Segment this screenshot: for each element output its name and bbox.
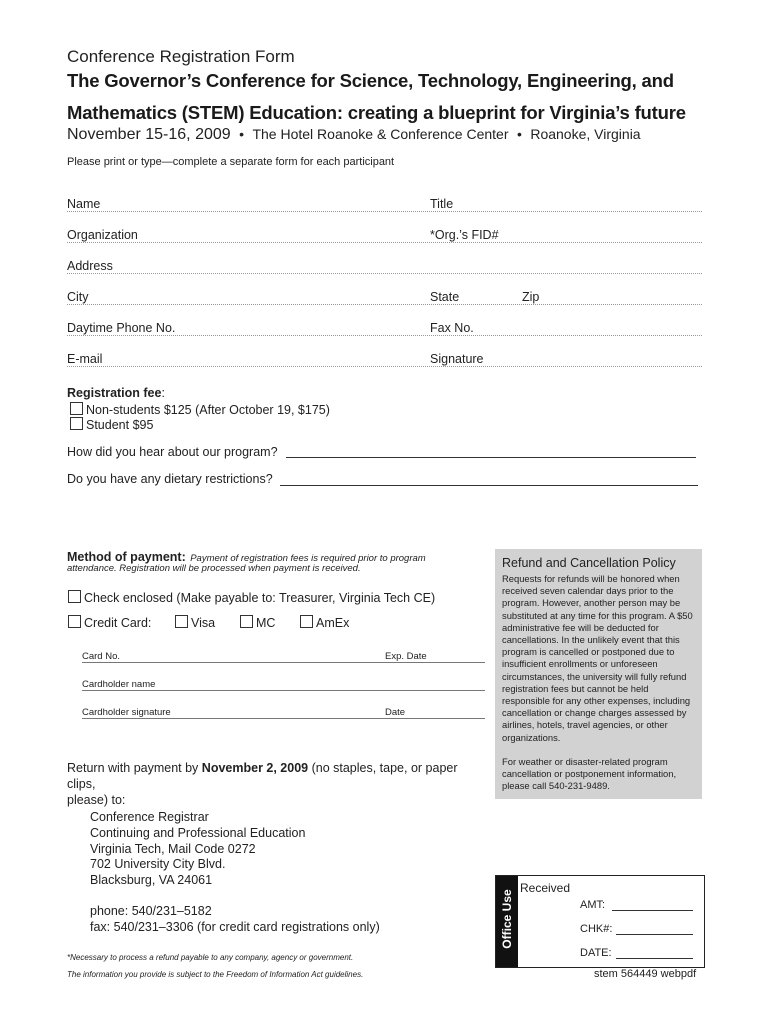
conference-title-line-1: The Governor’s Conference for Science, Technology, Engineering, and: [67, 70, 674, 91]
credit-card-option[interactable]: [68, 615, 151, 630]
office-use-band: [496, 876, 518, 967]
check-label: Check enclosed (Make payable to: Treasurer, Virginia Tech CE): [84, 591, 436, 605]
conference-city: Roanoke, Virginia: [530, 126, 641, 142]
received-label: Received: [520, 881, 571, 895]
phone-label: Daytime Phone No.: [67, 321, 176, 335]
student-option[interactable]: [70, 417, 153, 432]
organization-label: Organization: [67, 228, 138, 242]
nonstudent-option[interactable]: [70, 402, 330, 417]
footnote-refund: *Necessary to process a refund payable to any company, agency or government.: [67, 953, 354, 962]
registration-fee-label: Registration fee: [67, 386, 162, 400]
student-label: Student $95: [86, 418, 154, 432]
dietary-answer-field[interactable]: [280, 485, 698, 486]
fax-label: Fax No.: [430, 321, 474, 335]
refund-policy-box: [495, 549, 702, 799]
return-line-2: clips,: [67, 777, 96, 791]
check-checkbox[interactable]: [68, 590, 81, 603]
city-field[interactable]: [67, 304, 702, 305]
date-label: Date: [385, 707, 406, 718]
form-code: stem 564449 webpdf: [594, 968, 697, 980]
contact-fax: fax: 540/231–3306 (for credit card registrations only): [90, 919, 380, 934]
payment-label: Method of payment:: [67, 550, 186, 564]
chk-field[interactable]: [616, 934, 693, 935]
instructions: Please print or type—complete a separate form for each participant: [67, 156, 395, 168]
zip-label: Zip: [522, 290, 540, 304]
conference-date: November 15-16, 2009: [67, 126, 231, 143]
address-field[interactable]: [67, 273, 702, 274]
contact-numbers: [90, 904, 380, 936]
title-label: Title: [430, 197, 454, 211]
amex-option[interactable]: [300, 615, 349, 630]
organization-field[interactable]: [67, 242, 702, 243]
payment-note-1: Payment of registration fees is required prior to program: [190, 553, 426, 564]
name-field[interactable]: [67, 211, 702, 212]
email-label: E-mail: [67, 352, 103, 366]
credit-card-label: Credit Card:: [84, 616, 152, 630]
conference-title-line-2: Mathematics (STEM) Education: creating a blueprint for Virginia’s future: [67, 102, 686, 123]
refund-policy-title: Refund and Cancellation Policy: [502, 556, 676, 570]
phone-field[interactable]: [67, 335, 702, 336]
office-date-label: DATE:: [580, 947, 612, 959]
check-option[interactable]: [68, 590, 435, 605]
cardholder-name-label: Cardholder name: [82, 679, 156, 690]
payment-note-2: attendance. Registration will be processed when payment is received.: [67, 563, 361, 574]
address-line-3: Virginia Tech, Mail Code 0272: [90, 841, 256, 856]
weather-policy: For weather or disaster-related program cancellation or postponement information, please call 540-231-9489.: [502, 755, 677, 792]
address-label: Address: [67, 259, 113, 273]
name-label: Name: [67, 197, 101, 211]
mc-option[interactable]: [240, 615, 275, 630]
bullet: •: [239, 126, 245, 142]
credit-card-checkbox[interactable]: [68, 615, 81, 628]
fid-label: *Org.’s FID#: [430, 228, 499, 242]
registration-fee-colon: :: [161, 386, 165, 400]
nonstudent-checkbox[interactable]: [70, 402, 83, 415]
return-instructions: [67, 760, 482, 808]
bullet: •: [516, 126, 522, 142]
cardholder-signature-field[interactable]: [82, 718, 485, 719]
signature-label: Signature: [430, 352, 484, 366]
mc-label: MC: [256, 616, 276, 630]
amt-label: AMT:: [580, 899, 606, 911]
dietary-question: Do you have any dietary restrictions?: [67, 472, 273, 486]
visa-option[interactable]: [175, 615, 215, 630]
refund-policy-body: Requests for refunds will be honored when received seven calendar days prior to the program. However, another person may be substituted at any time for this program. A $50 administrative fee will be deducted for cancellations. In the unlikely event that this program is cancelled or postponed due to insufficient enrollments or unforeseen circumstances, the university will fully refund registration fees but cannot be held responsible for any other expenses, including cancellation or change charges assessed by airlines, hotels, travel agencies, or other organizations.: [502, 573, 693, 743]
address-line-2: Continuing and Professional Education: [90, 825, 306, 840]
address-line-1: Conference Registrar: [90, 810, 209, 824]
office-use-box: [495, 875, 705, 968]
return-pre: Return with payment by: [67, 761, 202, 775]
address-line-5: Blacksburg, VA 24061: [90, 873, 213, 888]
card-number-field[interactable]: [82, 662, 485, 663]
form-title: Conference Registration Form: [67, 47, 295, 66]
registration-fee-heading: [67, 386, 165, 400]
mailing-address: [90, 810, 305, 889]
visa-checkbox[interactable]: [175, 615, 188, 628]
conference-date-venue: [67, 126, 641, 144]
footnote-foia: The information you provide is subject to the Freedom of Information Act guidelines.: [67, 970, 364, 979]
return-deadline: November 2, 2009: [201, 761, 309, 775]
exp-date-label: Exp. Date: [385, 651, 427, 662]
contact-phone: phone: 540/231–5182: [90, 904, 212, 918]
office-use-label: Office Use: [500, 889, 514, 949]
chk-label: CHK#:: [580, 923, 613, 935]
cardholder-signature-label: Cardholder signature: [82, 707, 171, 718]
amt-field[interactable]: [612, 910, 693, 911]
hear-answer-field[interactable]: [286, 457, 696, 458]
amex-label: AmEx: [316, 616, 350, 630]
mc-checkbox[interactable]: [240, 615, 253, 628]
student-checkbox[interactable]: [70, 417, 83, 430]
address-line-4: 702 University City Blvd.: [90, 857, 226, 872]
office-date-field[interactable]: [616, 958, 693, 959]
email-field[interactable]: [67, 366, 702, 367]
amex-checkbox[interactable]: [300, 615, 313, 628]
state-label: State: [430, 290, 460, 304]
return-line-1: [67, 760, 482, 776]
hear-question: How did you hear about our program?: [67, 445, 278, 459]
conference-venue: The Hotel Roanoke & Conference Center: [252, 126, 509, 142]
cardholder-name-field[interactable]: [82, 690, 485, 691]
card-number-label: Card No.: [82, 651, 121, 662]
visa-label: Visa: [191, 616, 216, 630]
return-post: (no staples, tape, or paper: [308, 761, 458, 775]
city-label: City: [67, 290, 89, 304]
nonstudent-label: Non-students $125 (After October 19, $175): [86, 403, 330, 417]
return-line-3: please) to:: [67, 793, 126, 807]
